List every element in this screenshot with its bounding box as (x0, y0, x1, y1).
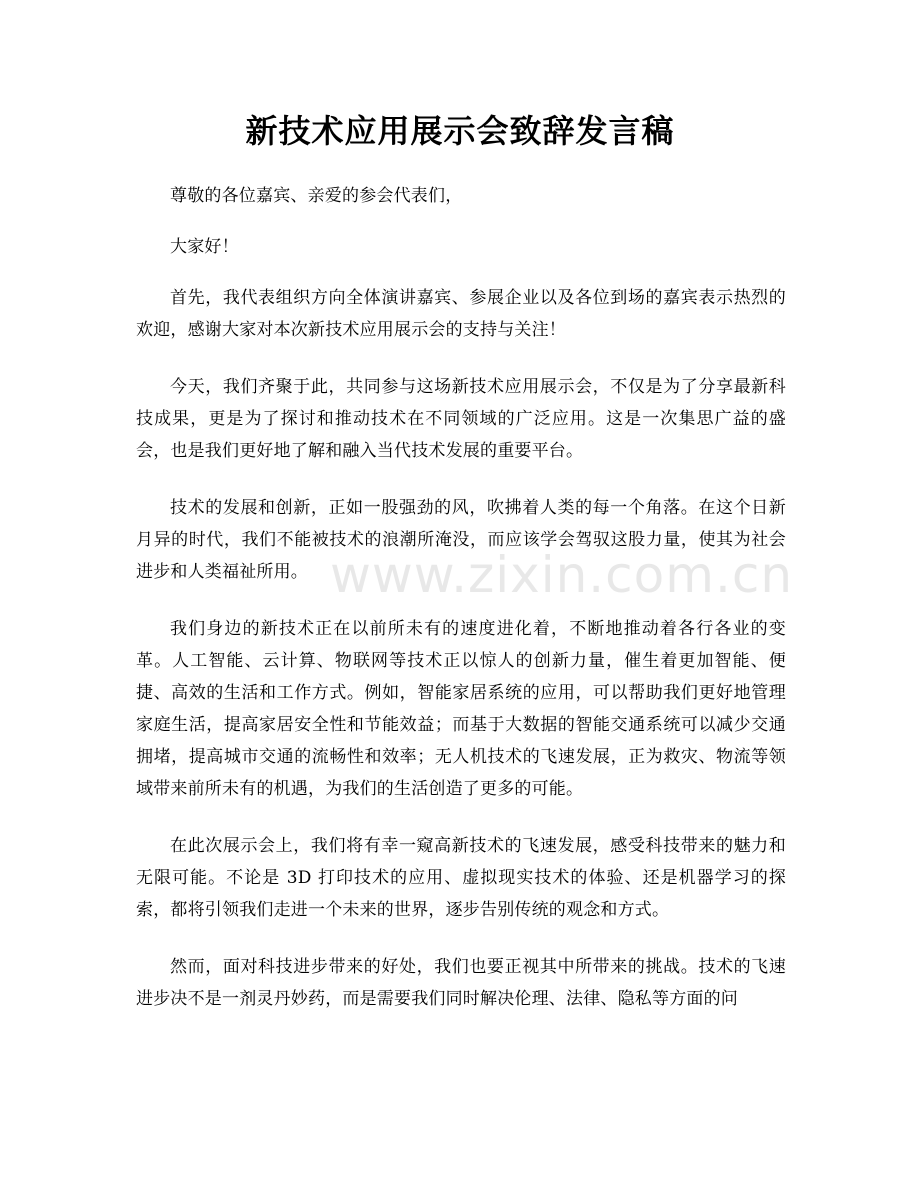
paragraph-exhibition: 在此次展示会上，我们将有幸一窥高新技术的飞速发展，感受科技带来的魅力和无限可能。不论是 3D 打印技术的应用、虚拟现实技术的体验、还是机器学习的探索，都将引领我们走进一个未来的世界，逐步告别传统的观念和方式。 (136, 836, 786, 920)
paragraph-salutation: 尊敬的各位嘉宾、亲爱的参会代表们， (170, 186, 463, 206)
paragraph-greeting: 大家好！ (170, 237, 239, 257)
document-title: 新技术应用展示会致辞发言稿 (245, 112, 675, 150)
watermark: www.zixin.com.cn (330, 546, 794, 604)
paragraph-welcome: 首先，我代表组织方向全体演讲嘉宾、参展企业以及各位到场的嘉宾表示热烈的欢迎，感谢大家对本次新技术应用展示会的支持与关注！ (136, 288, 786, 340)
paragraph-new-technology: 我们身边的新技术正在以前所未有的速度进化着，不断地推动着各行各业的变革。人工智能、云计算、物联网等技术正以惊人的创新力量，催生着更加智能、便捷、高效的生活和工作方式。例如，智能家居系统的应用，可以帮助我们更好地管理家庭生活，提高家居安全性和节能效益；而基于大数据的智能交通系统可以减少交通拥堵，提高城市交通的流畅性和效率；无人机技术的飞速发展，正为救灾、物流等领域带来前所未有的机遇，为我们的生活创造了更多的可能。 (136, 619, 786, 799)
paragraph-innovation: 技术的发展和创新，正如一股强劲的风，吹拂着人类的每一个角落。在这个日新月异的时代，我们不能被技术的浪潮所淹没，而应该学会驾驭这股力量，使其为社会进步和人类福祉所用。 (136, 498, 786, 582)
document-body (136, 180, 794, 1040)
paragraph-challenges: 然而，面对科技进步带来的好处，我们也要正视其中所带来的挑战。技术的飞速进步决不是一剂灵丹妙药，而是需要我们同时解决伦理、法律、隐私等方面的问 (136, 957, 786, 1009)
paragraph-purpose: 今天，我们齐聚于此，共同参与这场新技术应用展示会，不仅是为了分享最新科技成果，更是为了探讨和推动技术在不同领域的广泛应用。这是一次集思广益的盛会，也是我们更好地了解和融入当代技术发展的重要平台。 (136, 377, 786, 461)
